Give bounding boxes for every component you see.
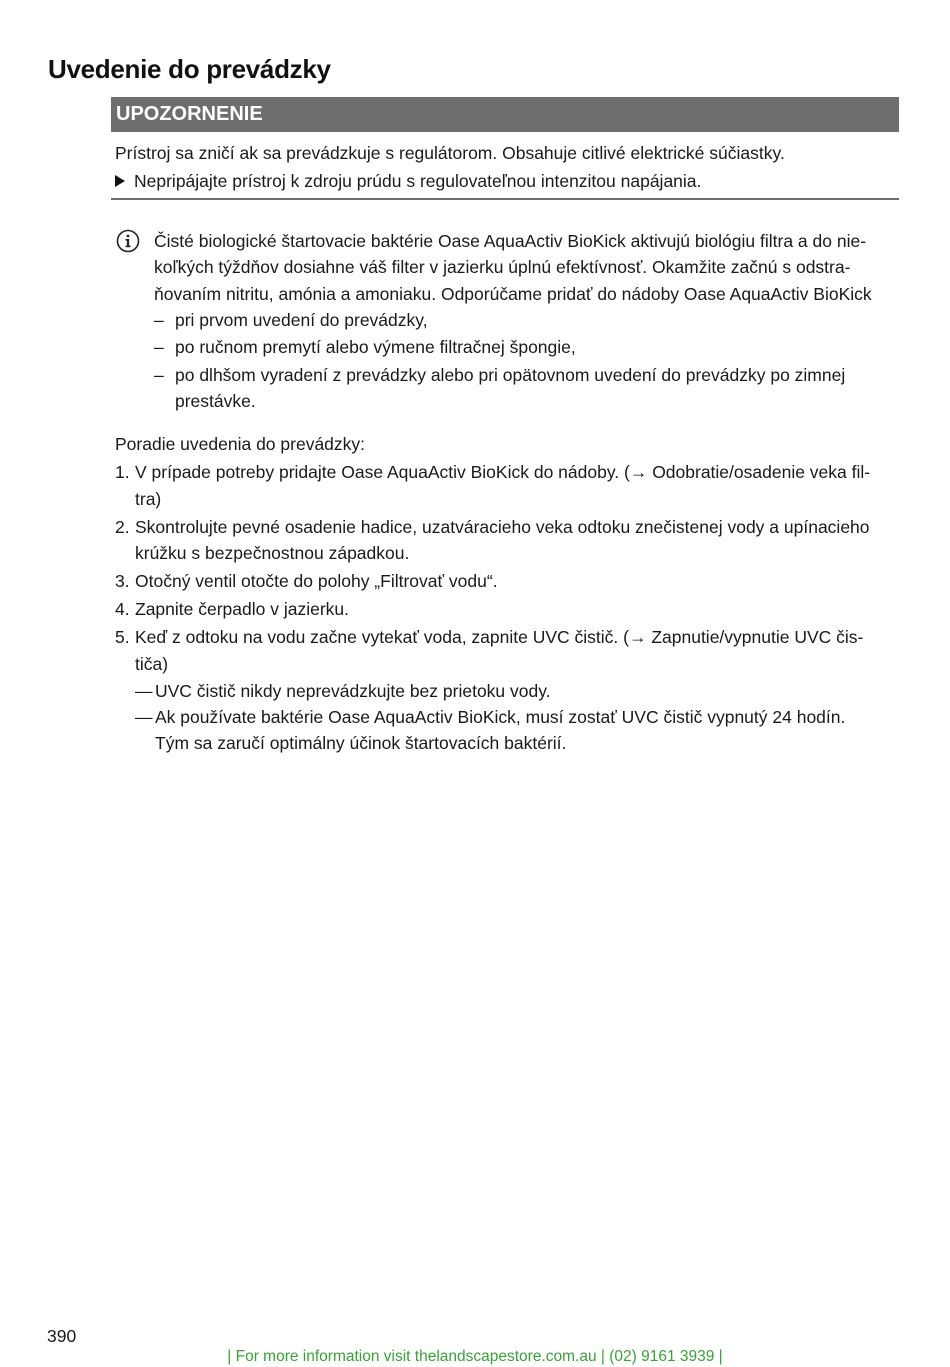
warning-text: Prístroj sa zničí ak sa prevádzkuje s regulátorom. Obsahuje citlivé elektrické súčiastky. [115, 143, 785, 163]
info-line: ňovaním nitritu, amónia a amoniaku. Odporúčame pridať do nádoby Oase AquaActiv BioKick [154, 284, 872, 304]
step-text: V prípade potreby pridajte Oase AquaActiv BioKick do nádoby. (→ Odobratie/osadenie veka fil- [135, 462, 871, 482]
dash-bullet: — [135, 681, 153, 701]
triangle-bullet-icon [115, 175, 125, 187]
step-note: UVC čistič nikdy neprevádzkujte bez prietoku vody. [155, 681, 551, 701]
info-line: Čisté biologické štartovacie baktérie Oase AquaActiv BioKick aktivujú biológiu filtra a do nie- [154, 231, 867, 251]
warning-banner [111, 97, 899, 132]
dash-bullet: – [154, 310, 164, 330]
step-text: Otočný ventil otočte do polohy „Filtrovať vodu“. [135, 571, 498, 591]
steps-heading: Poradie uvedenia do prevádzky: [115, 434, 366, 454]
step-number: 5. [115, 627, 130, 647]
step-text: krúžku s bezpečnostnou západkou. [135, 543, 410, 563]
dash-bullet: – [154, 337, 164, 357]
step-number: 1. [115, 462, 130, 482]
step-text: Keď z odtoku na vodu začne vytekať voda, zapnite UVC čistič. (→ Zapnutie/vypnutie UVC čis- [135, 627, 864, 647]
info-line: koľkých týždňov dosiahne váš filter v jazierku úplnú efektívnosť. Okamžite začnú s odstra- [154, 257, 851, 277]
warning-label: UPOZORNENIE [116, 103, 263, 125]
warning-divider [111, 198, 899, 200]
warning-instruction [115, 168, 701, 194]
info-icon [116, 229, 140, 253]
step-number: 4. [115, 599, 130, 619]
info-item-continuation: prestávke. [175, 391, 256, 411]
dash-bullet: — [135, 707, 153, 727]
step-note: Ak používate baktérie Oase AquaActiv BioKick, musí zostať UVC čistič vypnutý 24 hodín. [155, 707, 846, 727]
footer-link[interactable]: | For more information visit thelandscapestore.com.au | (02) 9161 3939 | [227, 1348, 723, 1365]
info-item: pri prvom uvedení do prevádzky, [175, 310, 428, 330]
step-text: tiča) [135, 654, 169, 674]
step-text: Zapnite čerpadlo v jazierku. [135, 599, 349, 619]
step-text: tra) [135, 489, 162, 509]
step-number: 2. [115, 517, 130, 537]
dash-bullet: – [154, 365, 164, 385]
warning-instruction-text: Nepripájajte prístroj k zdroju prúdu s regulovateľnou intenzitou napájania. [134, 171, 702, 191]
step-number: 3. [115, 571, 130, 591]
step-note: Tým sa zaručí optimálny účinok štartovacích baktérií. [155, 733, 567, 753]
page-number: 390 [47, 1326, 77, 1346]
info-item: po ručnom premytí alebo výmene filtračnej špongie, [175, 337, 576, 357]
info-item: po dlhšom vyradení z prevádzky alebo pri opätovnom uvedení do prevádzky po zimnej [175, 365, 846, 385]
step-text: Skontrolujte pevné osadenie hadice, uzatváracieho veka odtoku znečistenej vody a upínacieho [135, 517, 870, 537]
page-title: Uvedenie do prevádzky [48, 54, 331, 84]
